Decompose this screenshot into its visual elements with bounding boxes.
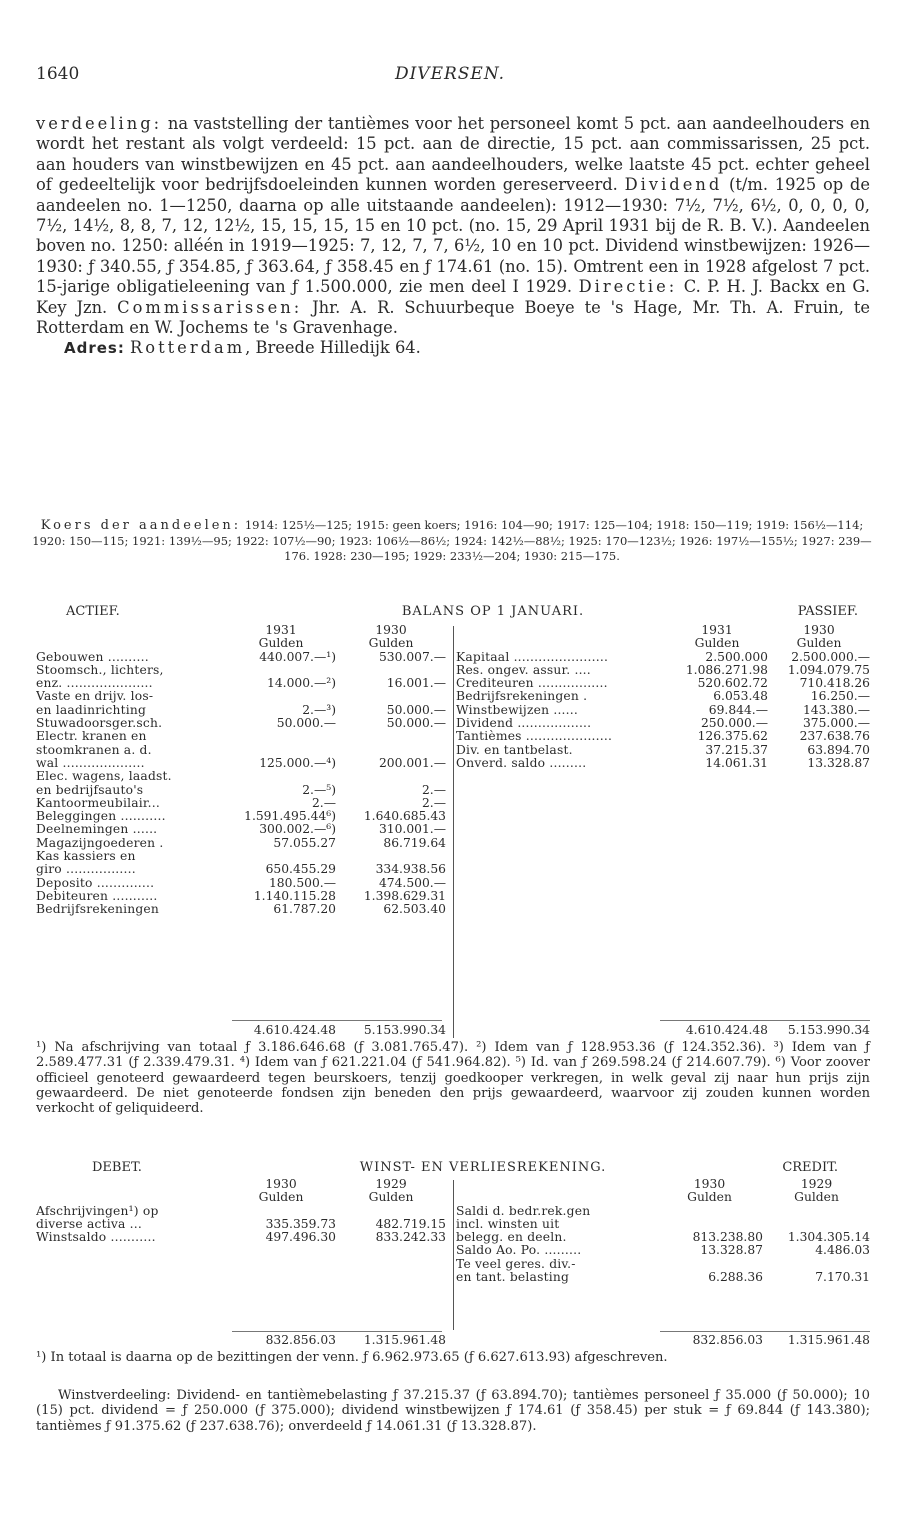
passief-row <box>456 744 870 757</box>
pl-footnote-text: ¹) In totaal is daarna op de bezittingen der venn. ƒ 6.962.973.65 (ƒ 6.627.613.93) afgeschreven. <box>36 1350 668 1365</box>
actief-label: Stoomsch., lichters, <box>36 663 164 677</box>
actief-v1931 <box>226 690 336 703</box>
passief-v1930: 375.000.— <box>802 717 870 731</box>
passief-v1931: 69.844.— <box>708 703 768 717</box>
actief-v1931: 440.007.—¹) <box>259 650 336 664</box>
actief-v1930 <box>336 690 446 703</box>
debet-heading: DEBET. <box>92 1160 142 1175</box>
balance-totals <box>36 1024 870 1037</box>
passief-year-2: 1930 <box>803 624 835 637</box>
actief-v1930 <box>336 730 446 743</box>
passief-currency-2: Gulden <box>796 637 842 651</box>
actief-row <box>36 704 446 717</box>
credit-table <box>456 1178 870 1284</box>
actief-v1931: 1.140.115.28 <box>253 889 336 903</box>
debet-row <box>36 1231 446 1244</box>
actief-label: enz. ..................... <box>36 677 153 691</box>
credit-v1929 <box>763 1218 870 1231</box>
credit-total-rule <box>660 1331 870 1332</box>
actief-row <box>36 717 446 730</box>
actief-row <box>36 810 446 823</box>
adres-street: , Breede Hilledijk 64. <box>245 338 421 358</box>
debet-v1929 <box>336 1205 446 1218</box>
debet-label: Winstsaldo ........... <box>36 1231 156 1245</box>
actief-label: stoomkranen a. d. <box>36 743 152 757</box>
actief-v1930: 334.938.56 <box>375 863 446 877</box>
debet-currency-1: Gulden <box>258 1191 304 1205</box>
passief-v1930: 710.418.26 <box>799 677 870 691</box>
credit-v1930 <box>656 1218 763 1231</box>
actief-v1931 <box>226 664 336 677</box>
actief-year-2: 1930 <box>375 624 407 637</box>
credit-v1930 <box>656 1205 763 1218</box>
passief-row <box>456 677 870 690</box>
passief-heading: PASSIEF. <box>797 604 858 619</box>
dividend-label: Dividend <box>624 175 723 195</box>
passief-label: Crediteuren ................. <box>456 677 608 691</box>
actief-v1931: 61.787.20 <box>273 903 336 917</box>
passief-row <box>456 664 870 677</box>
credit-v1929 <box>763 1258 870 1271</box>
credit-v1929: 7.170.31 <box>815 1271 870 1285</box>
passief-v1930: 237.638.76 <box>799 730 870 744</box>
dividend-text: (t/m. 1925 op de aandeelen no. 1—1250, daarna op alle uitstaande aandeelen): 1912—1930: 7½, 7½, 6½, 0, 0, 0, 0, 7½, 14½, 8, 8, 7, 12, 12½, 15, 15, 15, 15 en 10 pct. (no. 15, 29 April 1931 bij de R. B. V.). Aandeelen boven no. 1250: alléén in 1919—1925: 7, 12, 7, 7, 6½, 10 en 10 pct. Dividend winstbewijzen: 1926—1930: ƒ 340.55, ƒ 354.85, ƒ 363.64, ƒ 358.45 en ƒ 174.61 (no. 15). Omtrent een in 1928 afgelost 7 pct. 15-jarige obligatieleening van ƒ 1.500.000, zie men deel I 1929. <box>36 175 870 297</box>
actief-v1931: 1.591.495.44⁶) <box>244 810 336 824</box>
actief-v1930 <box>336 770 446 783</box>
body-text <box>36 114 870 359</box>
actief-v1931 <box>226 850 336 863</box>
passief-row <box>456 704 870 717</box>
debet-v1930: 335.359.73 <box>265 1217 336 1231</box>
credit-row <box>456 1271 870 1284</box>
actief-row <box>36 757 446 770</box>
credit-total-1930: 832.856.03 <box>692 1334 763 1347</box>
actief-v1930: 16.001.— <box>386 677 446 691</box>
passief-rows <box>456 651 870 771</box>
actief-v1930: 2.— <box>421 783 446 797</box>
credit-row <box>456 1218 870 1231</box>
actief-v1931 <box>226 770 336 783</box>
passief-total-1930: 5.153.990.34 <box>787 1024 870 1037</box>
credit-row <box>456 1205 870 1218</box>
actief-v1930: 50.000.— <box>386 717 446 731</box>
actief-label: Vaste en drijv. los- <box>36 690 154 704</box>
page-header <box>36 64 864 88</box>
passief-label: Bedrijfsrekeningen . <box>456 690 588 704</box>
actief-v1930: 86.719.64 <box>383 836 446 850</box>
credit-currency-2: Gulden <box>794 1191 839 1205</box>
credit-label: incl. winsten uit <box>456 1217 560 1231</box>
actief-label: Debiteuren ........... <box>36 889 158 903</box>
debet-table <box>36 1178 446 1244</box>
balance-divider <box>453 626 454 1038</box>
credit-year-2: 1929 <box>800 1178 833 1191</box>
actief-row <box>36 837 446 850</box>
passief-v1930: 13.328.87 <box>807 756 870 770</box>
company-paragraph <box>36 114 870 338</box>
actief-total-1931: 4.610.424.48 <box>253 1024 336 1037</box>
debet-currency-2: Gulden <box>368 1191 414 1205</box>
passief-row <box>456 690 870 703</box>
passief-label: Winstbewijzen ...... <box>456 703 578 717</box>
actief-v1930 <box>336 744 446 757</box>
actief-v1931: 50.000.— <box>276 717 336 731</box>
passief-v1930: 143.380.— <box>802 703 870 717</box>
actief-v1930: 530.007.— <box>378 650 446 664</box>
share-price-history <box>32 518 872 565</box>
actief-v1930: 62.503.40 <box>383 903 446 917</box>
credit-row <box>456 1244 870 1257</box>
actief-label: giro ................. <box>36 863 136 877</box>
debet-label: diverse activa ... <box>36 1217 143 1231</box>
credit-heading: CREDIT. <box>782 1160 838 1175</box>
credit-currency-1: Gulden <box>687 1191 732 1205</box>
passief-year-1: 1931 <box>701 624 733 637</box>
credit-total-1929: 1.315.961.48 <box>787 1334 870 1347</box>
passief-v1930: 1.094.079.75 <box>787 663 870 677</box>
debet-v1929: 482.719.15 <box>375 1217 446 1231</box>
passief-v1930: 63.894.70 <box>807 743 870 757</box>
running-title: DIVERSEN. <box>394 64 506 84</box>
actief-total-rule <box>232 1020 442 1021</box>
passief-row <box>456 717 870 730</box>
passief-v1931: 6.053.48 <box>713 690 768 704</box>
actief-label: Kas kassiers en <box>36 850 136 864</box>
winstverdeeling <box>36 1388 870 1434</box>
actief-currency-1: Gulden <box>258 637 304 651</box>
koers-label: Koers der aandeelen: <box>40 518 242 533</box>
passief-v1931: 250.000.— <box>700 717 768 731</box>
pl-footnote <box>36 1350 870 1365</box>
balance-footnotes <box>36 1040 870 1116</box>
credit-rows <box>456 1205 870 1285</box>
actief-row <box>36 903 446 916</box>
actief-label: Elec. wagens, laadst. <box>36 770 172 784</box>
actief-v1931: 14.000.—²) <box>267 677 336 691</box>
actief-table <box>36 624 446 917</box>
actief-label: Stuwadoorsger.sch. <box>36 717 163 731</box>
actief-row <box>36 850 446 863</box>
actief-heading: ACTIEF. <box>66 604 120 619</box>
passief-v1930: 16.250.— <box>810 690 870 704</box>
koers-text: 1914: 125½—125; 1915: geen koers; 1916: 104—90; 1917: 125—104; 1918: 150—119; 1919: 156½—114; 1920: 150—115; 1921: 139½—95; 1922: 107½—90; 1923: 106½—86½; 1924: 142½—88½; 1925: 170—123½; 1926: 197½—155½; 1927: 239—176. 1928: 230—195; 1929: 233½—204; 1930: 215—175. <box>32 518 872 563</box>
debet-row <box>36 1218 446 1231</box>
actief-label: en bedrijfsauto's <box>36 783 144 797</box>
credit-v1929: 1.304.305.14 <box>787 1231 870 1245</box>
actief-v1930: 310.001.— <box>378 823 446 837</box>
passief-row <box>456 651 870 664</box>
actief-v1930: 200.001.— <box>378 756 446 770</box>
passief-label: Dividend .................. <box>456 717 592 731</box>
actief-label: Magazijngoederen . <box>36 836 164 850</box>
passief-v1931: 2.500.000 <box>705 650 768 664</box>
pl-divider <box>453 1180 454 1330</box>
actief-label: Deelnemingen ...... <box>36 823 158 837</box>
debet-v1930 <box>226 1205 336 1218</box>
passief-label: Kapitaal ....................... <box>456 650 609 664</box>
passief-label: Res. ongev. assur. .... <box>456 663 591 677</box>
actief-row <box>36 744 446 757</box>
credit-label: belegg. en deeln. <box>456 1231 567 1245</box>
debet-year-2: 1929 <box>375 1178 407 1191</box>
credit-year-1: 1930 <box>693 1178 726 1191</box>
actief-v1930: 50.000.— <box>386 703 446 717</box>
debet-v1930: 497.496.30 <box>265 1231 336 1245</box>
verdeeling-text: na vaststelling der tantièmes voor het personeel komt 5 pct. aan aandeelhouders en wordt het restant als volgt verdeeld: 15 pct. aan de directie, 15 pct. aan commissarissen, 25 pct. aan houders van winstbewijzen en 45 pct. aan aandeelhouders, welke laatste 45 pct. echter geheel of gedeeltelijk voor bedrijfsdoeleinden kunnen worden gereserveerd. <box>36 114 870 195</box>
passief-v1931: 1.086.271.98 <box>685 663 768 677</box>
passief-v1931: 126.375.62 <box>697 730 768 744</box>
commissarissen-label: Commissarissen: <box>117 297 303 317</box>
actief-v1930 <box>336 664 446 677</box>
credit-v1929: 4.486.03 <box>815 1244 870 1258</box>
page-number: 1640 <box>36 64 80 84</box>
actief-row <box>36 664 446 677</box>
adres-label: Adres: <box>64 339 125 358</box>
actief-currency-2: Gulden <box>368 637 414 651</box>
actief-row <box>36 823 446 836</box>
credit-v1930 <box>656 1258 763 1271</box>
actief-label: Kantoormeubilair... <box>36 796 160 810</box>
directie-label: Directie: <box>578 277 678 297</box>
actief-row <box>36 770 446 783</box>
verdeeling-label: verdeeling: <box>36 114 163 133</box>
adres-city: Rotterdam <box>130 338 246 358</box>
passief-row <box>456 757 870 770</box>
actief-label: Deposito .............. <box>36 876 155 890</box>
actief-total-1930: 5.153.990.34 <box>363 1024 446 1037</box>
debet-total-rule <box>232 1331 442 1332</box>
commissarissen-text: Jhr. A. R. Schuurbeque Boeye te 's Hage, Mr. Th. A. Fruin, te Rotterdam en W. Jochems te 's Gravenhage. <box>36 297 870 338</box>
credit-row <box>456 1258 870 1271</box>
actief-label: Gebouwen .......... <box>36 650 149 664</box>
actief-rows <box>36 651 446 917</box>
address-line <box>36 338 870 358</box>
winstverdeeling-text: Winstverdeeling: Dividend- en tantièmebelasting ƒ 37.215.37 (ƒ 63.894.70); tantièmes personeel ƒ 35.000 (ƒ 50.000); 10 (15) pct. dividend = ƒ 250.000 (ƒ 375.000); dividend winstbewijzen ƒ 174.61 (ƒ 358.45) per stuk = ƒ 69.844 (ƒ 143.380); tantièmes ƒ 91.375.62 (ƒ 237.638.76); onverdeeld ƒ 14.061.31 (ƒ 13.328.87). <box>36 1388 870 1434</box>
actief-v1931: 2.— <box>311 796 336 810</box>
actief-row <box>36 690 446 703</box>
passief-currency-1: Gulden <box>694 637 740 651</box>
credit-v1929 <box>763 1205 870 1218</box>
actief-v1931 <box>226 730 336 743</box>
actief-row <box>36 784 446 797</box>
actief-row <box>36 730 446 743</box>
balance-sheet-title <box>36 604 870 622</box>
actief-v1931: 57.055.27 <box>273 836 336 850</box>
pl-title <box>36 1160 870 1178</box>
debet-v1929: 833.242.33 <box>375 1231 446 1245</box>
credit-label: en tant. belasting <box>456 1271 570 1285</box>
passief-total-1931: 4.610.424.48 <box>685 1024 768 1037</box>
credit-label: Saldi d. bedr.rek.gen <box>456 1204 591 1218</box>
actief-label: Electr. kranen en <box>36 730 147 744</box>
actief-row <box>36 890 446 903</box>
credit-row <box>456 1231 870 1244</box>
debet-rows <box>36 1205 446 1245</box>
actief-v1931: 2.—⁵) <box>302 783 336 797</box>
passief-v1930: 2.500.000.— <box>791 650 870 664</box>
actief-row <box>36 877 446 890</box>
actief-year-1: 1931 <box>265 624 297 637</box>
passief-total-rule <box>660 1020 870 1021</box>
directie-text: C. P. H. J. Backx en G. Key Jzn. <box>36 277 870 317</box>
passief-row <box>456 730 870 743</box>
actief-v1930: 2.— <box>421 796 446 810</box>
balance-footnote-text: ¹) Na afschrijving van totaal ƒ 3.186.646.68 (ƒ 3.081.765.47). ²) Idem van ƒ 128.953.36 (ƒ 124.352.36). ³) Idem van ƒ 2.589.477.31 (ƒ 2.339.479.31. ⁴) Idem van ƒ 621.221.04 (ƒ 541.964.82). ⁵) Id. van ƒ 269.598.24 (ƒ 214.607.79). ⁶) Voor zoover officieel genoteerd gewaardeerd tegen beurskoers, tenzij goedkooper verkregen, in welk geval zij naar hun prijs zijn gewaardeerd. De niet genoteerde fondsen zijn beneden den prijs gewaardeerd, waarvoor zij zouden kunnen worden verkocht of geliquideerd. <box>36 1040 870 1117</box>
passief-v1931: 37.215.37 <box>705 743 768 757</box>
actief-row <box>36 651 446 664</box>
actief-v1931: 300.002.—⁶) <box>259 823 336 837</box>
debet-total-1929: 1.315.961.48 <box>363 1334 446 1347</box>
balans-heading: BALANS OP 1 JANUARI. <box>401 604 585 619</box>
passief-label: Onverd. saldo ......... <box>456 756 587 770</box>
actief-v1931: 180.500.— <box>268 876 336 890</box>
actief-v1931: 650.455.29 <box>265 863 336 877</box>
actief-label: wal .................... <box>36 756 145 770</box>
credit-v1930: 6.288.36 <box>708 1271 763 1285</box>
passief-table <box>456 624 870 770</box>
actief-v1931 <box>226 744 336 757</box>
actief-v1930: 1.398.629.31 <box>363 889 446 903</box>
passief-v1931: 520.602.72 <box>697 677 768 691</box>
passief-label: Tantièmes ..................... <box>456 730 613 744</box>
debet-year-1: 1930 <box>265 1178 297 1191</box>
debet-total-1930: 832.856.03 <box>265 1334 336 1347</box>
pl-totals <box>36 1334 870 1347</box>
passief-label: Div. en tantbelast. <box>456 743 573 757</box>
credit-v1930: 813.238.80 <box>692 1231 763 1245</box>
actief-v1930 <box>336 850 446 863</box>
credit-v1930: 13.328.87 <box>700 1244 763 1258</box>
actief-v1931: 125.000.—⁴) <box>259 756 336 770</box>
actief-v1931: 2.—³) <box>302 703 336 717</box>
actief-row <box>36 677 446 690</box>
passief-v1931: 14.061.31 <box>705 756 768 770</box>
credit-label: Saldo Ao. Po. ......... <box>456 1244 582 1258</box>
actief-label: Bedrijfsrekeningen <box>36 903 159 917</box>
actief-v1930: 1.640.685.43 <box>363 810 446 824</box>
debet-label: Afschrijvingen¹) op <box>36 1204 159 1218</box>
actief-row <box>36 863 446 876</box>
actief-row <box>36 797 446 810</box>
debet-row <box>36 1205 446 1218</box>
actief-label: Beleggingen ........... <box>36 810 166 824</box>
pl-heading: WINST- EN VERLIESREKENING. <box>359 1160 607 1175</box>
actief-v1930: 474.500.— <box>378 876 446 890</box>
credit-label: Te veel geres. div.- <box>456 1257 576 1271</box>
actief-label: en laadinrichting <box>36 703 147 717</box>
